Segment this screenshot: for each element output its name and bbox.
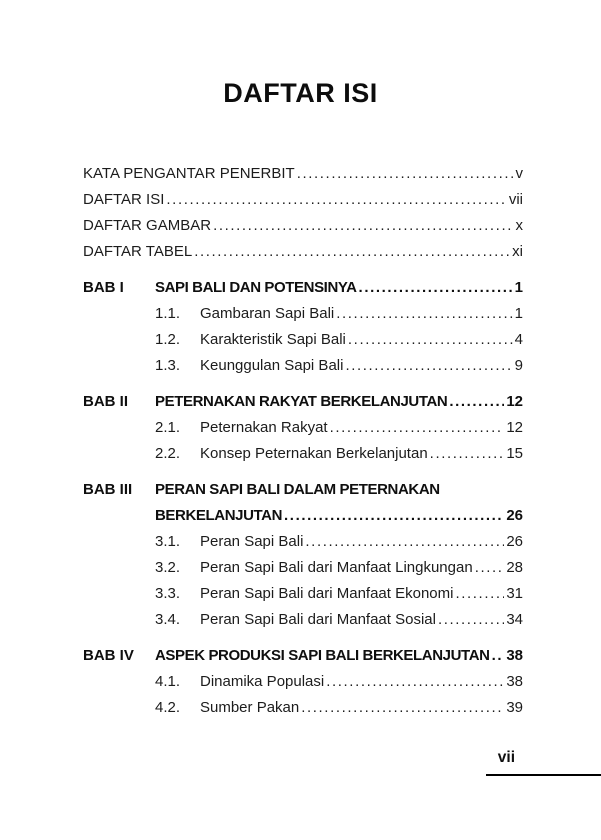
chapter-title-line1: PERAN SAPI BALI DALAM PETERNAKAN — [155, 481, 440, 498]
chapter-page: 1 — [514, 279, 523, 296]
indent-spacer — [83, 301, 155, 327]
section-number: 3.1. — [155, 533, 181, 550]
chapter-page: 38 — [506, 647, 523, 664]
section-number: 3.3. — [155, 585, 181, 602]
indent-spacer — [83, 555, 155, 581]
toc-content — [83, 161, 523, 721]
indent-spacer — [83, 581, 155, 607]
chapter-group-bab-4 — [83, 643, 523, 721]
page-title: DAFTAR ISI — [223, 78, 378, 108]
section-page: 1 — [514, 305, 523, 322]
toc-entry — [83, 187, 523, 213]
section-number: 4.2. — [155, 699, 181, 716]
dot-leader — [192, 239, 510, 265]
indent-spacer — [83, 503, 155, 529]
section-row — [83, 301, 523, 327]
chapter-label: BAB II — [83, 393, 128, 410]
chapter-title: SAPI BALI DAN POTENSINYA — [155, 279, 357, 296]
chapter-group-bab-1 — [83, 275, 523, 379]
chapter-label: BAB IV — [83, 647, 134, 664]
section-title: Gambaran Sapi Bali — [200, 305, 335, 322]
section-row — [83, 415, 523, 441]
section-row — [83, 353, 523, 379]
chapter-row-continuation — [83, 503, 523, 529]
section-title: Konsep Peternakan Berkelanjutan — [200, 445, 428, 462]
section-page: 26 — [506, 533, 523, 550]
dot-leader — [164, 187, 506, 213]
chapter-page: 12 — [506, 393, 523, 410]
dot-leader — [357, 275, 513, 301]
dot-leader — [303, 529, 504, 555]
section-page: 4 — [514, 331, 523, 348]
section-number: 1.1. — [155, 305, 181, 322]
section-title: Peran Sapi Bali dari Manfaat Lingkungan — [200, 559, 473, 576]
dot-leader — [436, 607, 504, 633]
dot-leader — [211, 213, 513, 239]
dot-leader — [282, 503, 504, 529]
dot-leader — [473, 555, 505, 581]
dot-leader — [324, 669, 504, 695]
toc-entry-page: x — [515, 217, 523, 234]
toc-entry-label: DAFTAR GAMBAR — [83, 217, 212, 234]
section-title: Peternakan Rakyat — [200, 419, 328, 436]
indent-spacer — [83, 353, 155, 379]
toc-entry — [83, 239, 523, 265]
section-row — [83, 669, 523, 695]
chapter-title: PETERNAKAN RAKYAT BERKELANJUTAN — [155, 393, 448, 410]
section-page: 39 — [506, 699, 523, 716]
indent-spacer — [83, 695, 155, 721]
section-row — [83, 327, 523, 353]
section-page: 15 — [506, 445, 523, 462]
chapter-title: ASPEK PRODUKSI SAPI BALI BERKELANJUTAN — [155, 647, 490, 664]
section-number: 2.1. — [155, 419, 181, 436]
section-page: 12 — [506, 419, 523, 436]
chapter-row — [83, 389, 523, 415]
section-title: Peran Sapi Bali dari Manfaat Sosial — [200, 611, 436, 628]
section-row — [83, 441, 523, 467]
section-page: 9 — [514, 357, 523, 374]
section-number: 4.1. — [155, 673, 181, 690]
indent-spacer — [83, 415, 155, 441]
section-title: Sumber Pakan — [200, 699, 300, 716]
dot-leader — [346, 327, 513, 353]
toc-entry — [83, 213, 523, 239]
dot-leader — [328, 415, 505, 441]
toc-entry-page: v — [515, 165, 523, 182]
toc-entry-label: DAFTAR ISI — [83, 191, 165, 208]
chapter-group-bab-3 — [83, 477, 523, 633]
section-row — [83, 555, 523, 581]
section-row — [83, 529, 523, 555]
dot-leader — [334, 301, 512, 327]
indent-spacer — [83, 669, 155, 695]
indent-spacer — [83, 529, 155, 555]
dot-leader — [299, 695, 504, 721]
section-row — [83, 581, 523, 607]
section-number: 1.2. — [155, 331, 181, 348]
section-page: 34 — [506, 611, 523, 628]
chapter-label: BAB I — [83, 279, 124, 296]
section-number: 1.3. — [155, 357, 181, 374]
chapter-page: 26 — [506, 507, 523, 524]
section-title: Karakteristik Sapi Bali — [200, 331, 346, 348]
section-number: 3.2. — [155, 559, 181, 576]
chapter-title-line2: BERKELANJUTAN — [155, 507, 283, 524]
section-row — [83, 607, 523, 633]
section-page: 31 — [506, 585, 523, 602]
section-page: 38 — [506, 673, 523, 690]
toc-entry-label: KATA PENGANTAR PENERBIT — [83, 165, 295, 182]
section-number: 2.2. — [155, 445, 181, 462]
indent-spacer — [83, 327, 155, 353]
section-title: Peran Sapi Bali dari Manfaat Ekonomi — [200, 585, 454, 602]
section-title: Peran Sapi Bali — [200, 533, 304, 550]
dot-leader — [343, 353, 512, 379]
footer-page-number: vii — [497, 749, 515, 766]
dot-leader — [428, 441, 505, 467]
indent-spacer — [83, 441, 155, 467]
chapter-group-bab-2 — [83, 389, 523, 467]
footer-rule — [486, 774, 601, 776]
dot-leader — [490, 643, 505, 669]
toc-entry-page: xi — [512, 243, 523, 260]
section-title: Keunggulan Sapi Bali — [200, 357, 344, 374]
section-number: 3.4. — [155, 611, 181, 628]
section-page: 28 — [506, 559, 523, 576]
chapter-row — [83, 275, 523, 301]
toc-entry-page: vii — [508, 191, 523, 208]
section-row — [83, 695, 523, 721]
toc-entry-label: DAFTAR TABEL — [83, 243, 193, 260]
dot-leader — [295, 161, 514, 187]
dot-leader — [447, 389, 504, 415]
chapter-row — [83, 477, 523, 503]
front-matter-list — [83, 161, 523, 265]
indent-spacer — [83, 607, 155, 633]
chapter-label: BAB III — [83, 481, 133, 498]
toc-entry — [83, 161, 523, 187]
chapter-row — [83, 643, 523, 669]
dot-leader — [453, 581, 504, 607]
section-title: Dinamika Populasi — [200, 673, 325, 690]
